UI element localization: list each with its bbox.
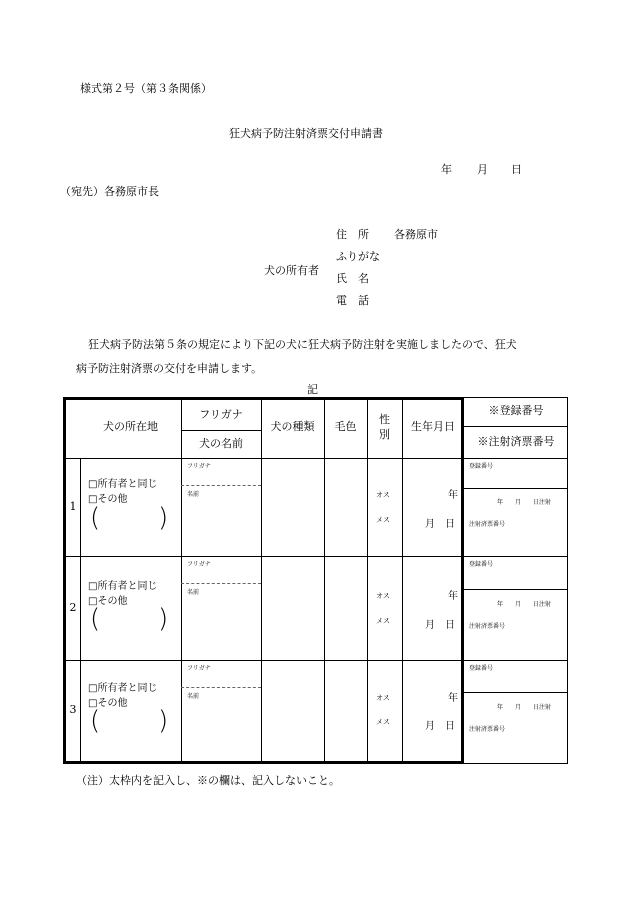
sex-female[interactable]: メス bbox=[376, 718, 390, 726]
row-number: 1 bbox=[69, 499, 77, 513]
checkbox-same-owner[interactable]: □所有者と同じ bbox=[88, 479, 158, 490]
birth-year: 年 bbox=[448, 693, 458, 704]
name-tag: 名前 bbox=[187, 589, 200, 596]
row-number: 2 bbox=[69, 600, 77, 614]
header-location: 犬の所在地 bbox=[103, 420, 158, 434]
furigana-label: ふりがな bbox=[336, 250, 380, 263]
birth-monthday: 月 日 bbox=[425, 519, 455, 530]
owner-label: 犬の所有者 bbox=[264, 264, 319, 277]
sex-female[interactable]: メス bbox=[376, 516, 390, 524]
ki-label: 記 bbox=[307, 383, 318, 396]
date-year-label: 年 bbox=[441, 163, 452, 176]
address-value: 各務原市 bbox=[394, 228, 438, 241]
header-birth: 生年月日 bbox=[411, 420, 455, 434]
date-month-label: 月 bbox=[477, 163, 488, 176]
reg-label: 登録番号 bbox=[469, 561, 494, 568]
checkbox-other[interactable]: □その他 bbox=[88, 698, 128, 709]
page-title: 狂犬病予防注射済票交付申請書 bbox=[229, 127, 383, 140]
divider bbox=[181, 485, 261, 486]
checkbox-other[interactable]: □その他 bbox=[88, 494, 128, 505]
injection-date: 年 月 日注射 bbox=[497, 704, 552, 711]
addressee: （宛先）各務原市長 bbox=[60, 185, 159, 198]
header-sex-top: 性 bbox=[379, 412, 390, 426]
reg-label: 登録番号 bbox=[469, 463, 494, 470]
form-number: 様式第２号（第３条関係） bbox=[80, 82, 212, 95]
header-furigana: フリガナ bbox=[199, 407, 243, 421]
application-table bbox=[63, 397, 568, 764]
note: （注）太枠内を記入し、※の欄は、記入しないこと。 bbox=[76, 774, 340, 787]
paren-open: ( bbox=[90, 503, 101, 533]
birth-monthday: 月 日 bbox=[425, 620, 455, 631]
furigana-tag: フリガナ bbox=[187, 665, 211, 672]
header-coat: 毛色 bbox=[334, 420, 357, 434]
tag-label: 注射済票番号 bbox=[469, 521, 506, 528]
address-label: 住 所 bbox=[336, 228, 369, 241]
paren-open: ( bbox=[90, 604, 101, 634]
furigana-tag: フリガナ bbox=[187, 561, 211, 568]
injection-date: 年 月 日注射 bbox=[497, 601, 552, 608]
paren-open: ( bbox=[90, 706, 101, 736]
header-sex bbox=[367, 397, 402, 458]
checkbox-same-owner[interactable]: □所有者と同じ bbox=[88, 581, 158, 592]
paren-close: ) bbox=[158, 503, 169, 533]
phone-label: 電 話 bbox=[336, 294, 369, 307]
birth-year: 年 bbox=[448, 490, 458, 501]
divider bbox=[181, 687, 261, 688]
injection-date: 年 月 日注射 bbox=[497, 499, 552, 506]
sex-male[interactable]: オス bbox=[376, 592, 390, 600]
header-tag-no: ※注射済票番号 bbox=[477, 434, 555, 448]
name-tag: 名前 bbox=[187, 491, 200, 498]
checkbox-same-owner[interactable]: □所有者と同じ bbox=[88, 683, 158, 694]
header-breed: 犬の種類 bbox=[270, 420, 315, 434]
row-number: 3 bbox=[69, 703, 77, 717]
header-dog-name: 犬の名前 bbox=[199, 436, 243, 450]
sex-male[interactable]: オス bbox=[376, 694, 390, 702]
paren-close: ) bbox=[158, 604, 169, 634]
header-reg-no: ※登録番号 bbox=[488, 404, 544, 418]
sex-male[interactable]: オス bbox=[376, 491, 390, 499]
tag-label: 注射済票番号 bbox=[469, 726, 506, 733]
reg-label: 登録番号 bbox=[469, 665, 494, 672]
divider bbox=[181, 583, 261, 584]
checkbox-other[interactable]: □その他 bbox=[88, 596, 128, 607]
tag-label: 注射済票番号 bbox=[469, 623, 506, 630]
body-text-line2: 病予防注射済票の交付を申請します。 bbox=[76, 362, 263, 375]
body-text-line1: 狂犬病予防法第５条の規定により下記の犬に狂犬病予防注射を実施しましたので、狂犬 bbox=[88, 338, 517, 351]
name-label: 氏 名 bbox=[336, 272, 369, 285]
sex-female[interactable]: メス bbox=[376, 617, 390, 625]
birth-monthday: 月 日 bbox=[425, 721, 455, 732]
birth-year: 年 bbox=[448, 591, 458, 602]
paren-close: ) bbox=[158, 706, 169, 736]
header-sex-bottom: 別 bbox=[379, 427, 390, 441]
name-tag: 名前 bbox=[187, 693, 200, 700]
date-day-label: 日 bbox=[511, 163, 522, 176]
furigana-tag: フリガナ bbox=[187, 463, 211, 470]
